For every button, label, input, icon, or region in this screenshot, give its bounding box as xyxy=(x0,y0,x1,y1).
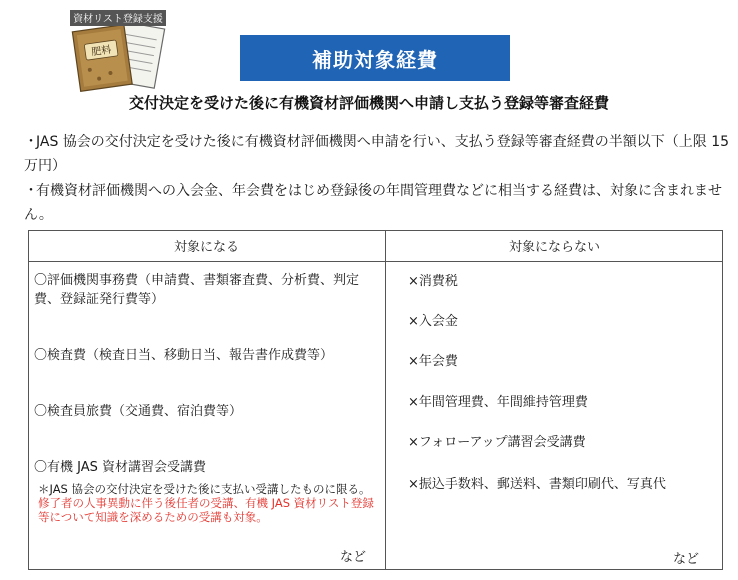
eligible-note-highlight: 修了者の人事異動に伴う後任者の受講、有機 JAS 資材リスト登録等について知識を深めるための受講も対象。 xyxy=(38,496,374,524)
note-bullet: ・ xyxy=(24,183,38,199)
ineligible-item: ×振込手数料、郵送料、書類印刷代、写真代 xyxy=(408,477,666,492)
eligible-item: 〇検査費（検査日当、移動日当、報告書作成費等） xyxy=(34,348,334,363)
note-item xyxy=(24,130,734,178)
ineligible-item: ×フォローアップ講習会受講費 xyxy=(408,435,586,450)
binder-sticker-label: 肥料 xyxy=(90,44,113,59)
eligible-column-header: 対象になる xyxy=(173,240,239,255)
eligibility-table xyxy=(28,230,723,570)
note-bullet: ・ xyxy=(24,134,38,150)
ineligible-item: ×年間管理費、年間維持管理費 xyxy=(408,395,588,410)
note-text: 有機資材評価機関への入会金、年会費をはじめ登録後の年間管理費などに相当する経費は、対象に含まれません。 xyxy=(24,183,722,223)
banner-title: 補助対象経費 xyxy=(240,35,510,81)
illustration-label: 資材リスト登録支援 xyxy=(73,14,163,25)
note-item xyxy=(24,179,734,227)
ineligible-etc: など xyxy=(673,552,700,567)
eligible-item: 〇評価機関事務費（申請費、書類審査費、分析費、判定費、登録証発行費等） xyxy=(34,273,360,307)
eligible-note-text: ＊JAS 協会の交付決定を受けた後に支払い受講したものに限る。 xyxy=(38,482,371,496)
header-divider xyxy=(28,261,723,262)
ineligible-item: ×入会金 xyxy=(408,314,458,329)
document-binder-illustration xyxy=(62,4,176,96)
note-text: JAS 協会の交付決定を受けた後に有機資材評価機関へ申請を行い、支払う登録等審査経費の半額以下（上限 15 万円） xyxy=(24,134,730,174)
subtitle: 交付決定を受けた後に有機資材評価機関へ申請し支払う登録等審査経費 xyxy=(128,94,609,112)
ineligible-item: ×年会費 xyxy=(408,354,458,369)
eligible-note xyxy=(38,482,380,524)
eligible-item: 〇有機 JAS 資材講習会受講費 xyxy=(34,460,207,475)
eligible-item: 〇検査員旅費（交通費、宿泊費等） xyxy=(34,404,243,419)
eligible-etc: など xyxy=(340,550,367,565)
ineligible-item: ×消費税 xyxy=(408,274,458,289)
column-divider xyxy=(385,230,386,570)
ineligible-column-header: 対象にならない xyxy=(508,240,600,255)
